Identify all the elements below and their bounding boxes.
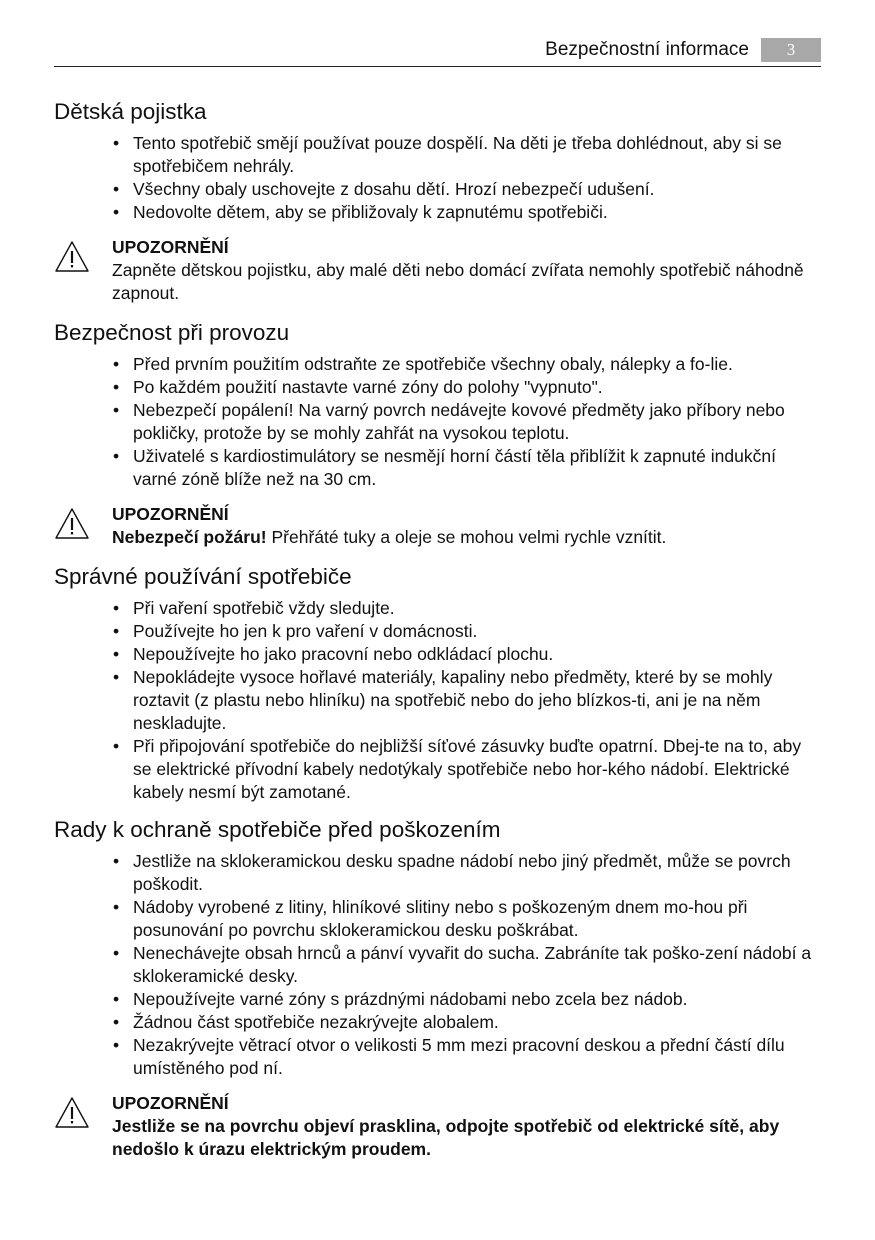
warning-text: Jestliže se na povrchu objeví prasklina, odpojte spotřebič od elektrické sítě, aby nedošlo k úrazu elektrickým proudem. — [112, 1116, 780, 1159]
list-item: • Nepoužívejte ho jako pracovní nebo odkládací plochu. — [133, 643, 821, 666]
warning-title: UPOZORNĚNÍ — [112, 1093, 229, 1113]
damage-prevention-list — [54, 850, 821, 1080]
list-item: • Nezakrývejte větrací otvor o velikosti 5 mm mezi pracovní deskou a přední částí dílu umístěného pod ní. — [133, 1034, 821, 1080]
warning-title: UPOZORNĚNÍ — [112, 237, 229, 257]
list-item: • Při připojování spotřebiče do nejbližší síťové zásuvky buďte opatrní. Dbej-te na to, aby se elektrické přívodní kabely nedotýkaly spotřebiče nebo hor-kého nádobí. Elektrické kabely nesmí být zamotané. — [133, 735, 821, 804]
list-item: • Jestliže na sklokeramickou desku spadne nádobí nebo jiný předmět, může se povrch poškodit. — [133, 850, 821, 896]
list-item: • Tento spotřebič smějí používat pouze dospělí. Na děti je třeba dohlédnout, aby si se spotřebičem nehrály. — [133, 132, 821, 178]
list-item: • Před prvním použitím odstraňte ze spotřebiče všechny obaly, nálepky a fo-lie. — [133, 353, 821, 376]
page-header — [54, 38, 821, 67]
section-heading-damage-prevention: Rady k ochraně spotřebiče před poškozením — [54, 817, 501, 842]
warning-text — [112, 526, 821, 549]
warning-box — [54, 1092, 821, 1161]
list-item: • Nepoužívejte varné zóny s prázdnými nádobami nebo zcela bez nádob. — [133, 988, 821, 1011]
child-lock-list — [54, 132, 821, 224]
warning-text: Zapněte dětskou pojistku, aby malé děti nebo domácí zvířata nemohly spotřebič náhodně zapnout. — [112, 260, 804, 303]
warning-box — [54, 503, 821, 549]
list-item: • Nenechávejte obsah hrnců a pánví vyvařit do sucha. Zabráníte tak poško-zení nádobí a sklokeramické desky. — [133, 942, 821, 988]
warning-triangle-icon — [54, 240, 90, 273]
operation-safety-list — [54, 353, 821, 491]
list-item: • Všechny obaly uschovejte z dosahu dětí. Hrozí nebezpečí udušení. — [133, 178, 821, 201]
list-item: • Nepokládejte vysoce hořlavé materiály, kapaliny nebo předměty, které by se mohly roztavit (z plastu nebo hliníku) na spotřebič nebo do jeho blízkos-ti, ani je na něm neskladujte. — [133, 666, 821, 735]
page-content — [54, 98, 821, 1175]
section-heading-child-lock: Dětská pojistka — [54, 99, 207, 124]
list-item: • Nedovolte dětem, aby se přibližovaly k zapnutému spotřebiči. — [133, 201, 821, 224]
warning-box — [54, 236, 821, 305]
warning-triangle-icon — [54, 507, 90, 540]
correct-use-list — [54, 597, 821, 804]
list-item: • Po každém použití nastavte varné zóny do polohy "vypnuto". — [133, 376, 821, 399]
page-number: 3 — [761, 38, 821, 62]
list-item: • Při vaření spotřebič vždy sledujte. — [133, 597, 821, 620]
warning-text-rest: Přehřáté tuky a oleje se mohou velmi rychle vznítit. — [266, 527, 667, 547]
list-item: • Používejte ho jen k pro vaření v domácnosti. — [133, 620, 821, 643]
section-heading-correct-use: Správné používání spotřebiče — [54, 564, 352, 589]
list-item: • Nádoby vyrobené z litiny, hliníkové slitiny nebo s poškozeným dnem mo-hou při posunování po povrchu sklokeramickou desku poškrábat. — [133, 896, 821, 942]
section-heading-operation-safety: Bezpečnost při provozu — [54, 320, 290, 345]
warning-triangle-icon — [54, 1096, 90, 1129]
warning-bold-prefix: Nebezpečí požáru! — [112, 527, 267, 547]
header-title: Bezpečnostní informace — [545, 39, 749, 60]
list-item: • Nebezpečí popálení! Na varný povrch nedávejte kovové předměty jako příbory nebo pokličky, protože by se mohly zahřát na vysokou teplotu. — [133, 399, 821, 445]
list-item: • Uživatelé s kardiostimulátory se nesmějí horní částí těla přiblížit k zapnuté indukční varné zóně blíže než na 30 cm. — [133, 445, 821, 491]
list-item: • Žádnou část spotřebiče nezakrývejte alobalem. — [133, 1011, 821, 1034]
warning-title: UPOZORNĚNÍ — [112, 504, 229, 524]
